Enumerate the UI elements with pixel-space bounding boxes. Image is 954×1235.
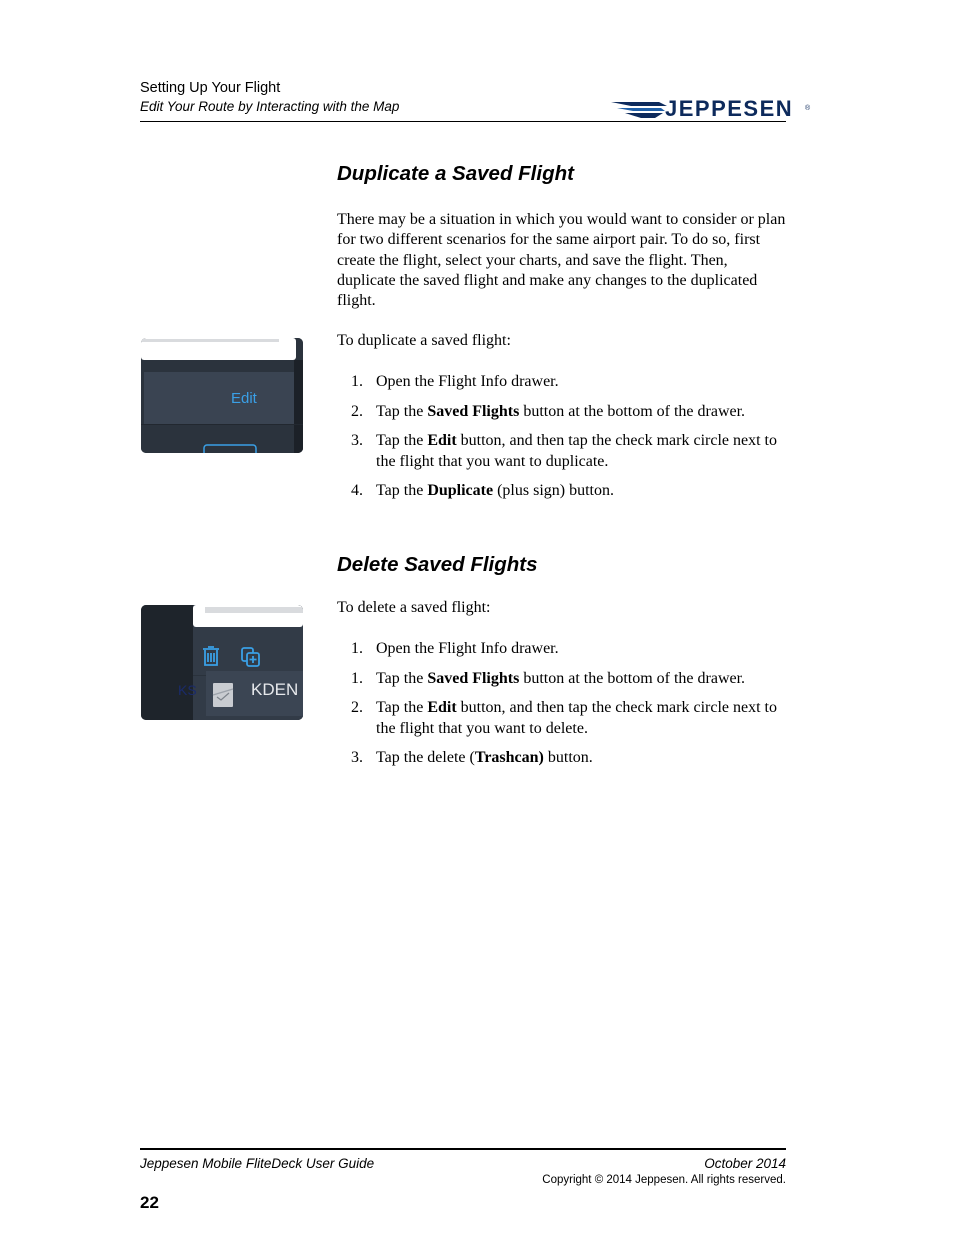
step-number: 2. [351, 403, 363, 420]
step-number: 4. [351, 482, 363, 499]
step-number: 1. [351, 640, 363, 657]
step-text: Tap the [376, 403, 428, 420]
step-number: 3. [351, 432, 363, 449]
step-text: Open the Flight Info drawer. [376, 373, 559, 390]
header-section-title: Setting Up Your Flight [140, 80, 281, 96]
duplicate-section-heading: Duplicate a Saved Flight [337, 162, 574, 185]
delete-duplicate-screenshot [141, 605, 303, 720]
step-text: button at the bottom of the drawer. [519, 403, 746, 420]
jeppesen-logo [611, 96, 811, 122]
step-number: 1. [351, 373, 363, 390]
footer-date: October 2014 [704, 1156, 786, 1171]
step-bold-term: Saved Flights [427, 670, 520, 687]
step-number: 1. [351, 670, 363, 687]
delete-screenshot-graphic [141, 605, 303, 720]
header-subsection-title: Edit Your Route by Interacting with the Map [140, 99, 400, 114]
step-text: button. [543, 749, 593, 766]
airport-code-label: KDEN [251, 680, 299, 699]
step-bold-term: Duplicate [427, 482, 494, 499]
step-bold-term: Trashcan) [474, 749, 544, 766]
edit-label: Edit [231, 390, 257, 407]
partial-airport-label: KS [178, 682, 197, 698]
edit-button-screenshot [141, 338, 303, 453]
step-text: Tap the delete ( [376, 749, 475, 766]
duplicate-intro-paragraph: There may be a situation in which you would want to consider or plan for two different scenarios for the same airport pair. To do so, first create the flight, select your charts, and save the flight. Then, duplicate the saved flight and make any changes to the duplicated flight. [337, 211, 786, 310]
step-number: 2. [351, 699, 363, 716]
step-text: Tap the [376, 670, 428, 687]
step-text: Tap the [376, 432, 428, 449]
step-text: (plus sign) button. [493, 482, 614, 499]
page-number: 22 [140, 1193, 159, 1212]
step-bold-term: Edit [427, 432, 457, 449]
logo-wordmark: JEPPESEN [665, 96, 794, 121]
footer-copyright: Copyright © 2014 Jeppesen. All rights reserved. [542, 1174, 786, 1186]
footer-rule [140, 1148, 786, 1150]
flight-document-icon [213, 683, 233, 707]
jeppesen-swoosh-icon [611, 99, 667, 121]
step-text: Open the Flight Info drawer. [376, 640, 559, 657]
delete-lead-text: To delete a saved flight: [337, 599, 491, 616]
step-number: 3. [351, 749, 363, 766]
footer-guide-title: Jeppesen Mobile FliteDeck User Guide [140, 1156, 375, 1171]
step-bold-term: Saved Flights [427, 403, 520, 420]
logo-registered-mark: ® [805, 105, 811, 112]
delete-section-heading: Delete Saved Flights [337, 553, 538, 576]
header-rule [140, 121, 786, 122]
step-text: button, and then tap the check mark circle next to the flight that you want to delete. [376, 699, 777, 737]
edit-screenshot-graphic [141, 338, 303, 453]
step-text: Tap the [376, 699, 428, 716]
duplicate-lead-text: To duplicate a saved flight: [337, 332, 511, 349]
step-bold-term: Edit [427, 699, 457, 716]
step-text: button at the bottom of the drawer. [519, 670, 746, 687]
step-text: button, and then tap the check mark circle next to the flight that you want to duplicate. [376, 432, 777, 470]
step-text: Tap the [376, 482, 428, 499]
